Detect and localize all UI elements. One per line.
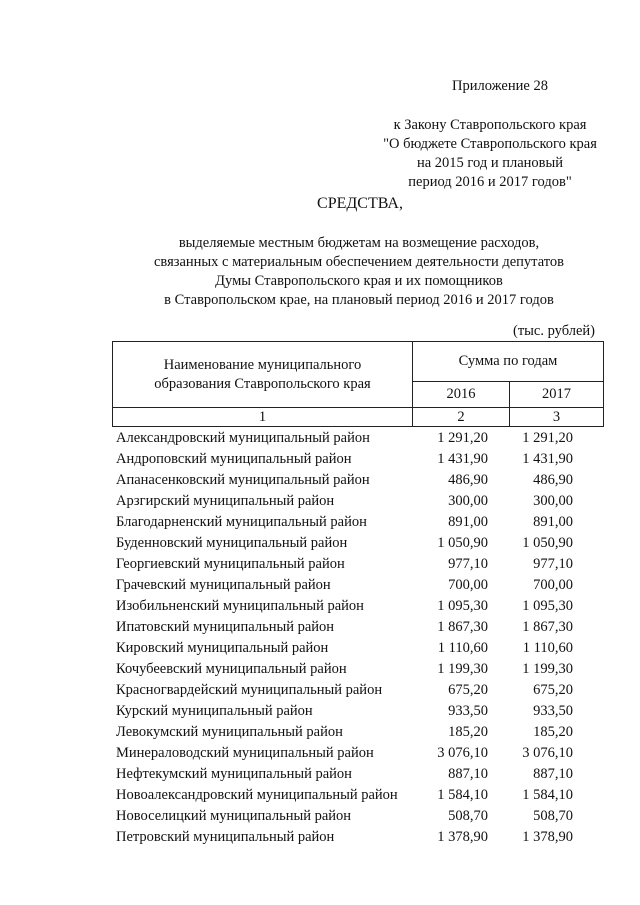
table-row: [112, 722, 604, 743]
table-row: [112, 596, 604, 617]
row-name: Курский муниципальный район: [116, 703, 313, 719]
row-value-2017: 700,00: [533, 577, 573, 593]
table-body: [112, 428, 604, 848]
row-value-2016: 977,10: [448, 556, 488, 572]
row-value-2017: 300,00: [533, 493, 573, 509]
table-row: [112, 533, 604, 554]
row-value-2016: 508,70: [448, 808, 488, 824]
law-line: на 2015 год и плановый: [416, 155, 564, 171]
row-name: Кочубеевский муниципальный район: [116, 661, 347, 677]
table-row: [112, 617, 604, 638]
law-line: "О бюджете Ставропольского края: [383, 136, 597, 152]
column-header-year-2017: 2017: [510, 382, 604, 408]
column-header-sum: Сумма по годам: [413, 342, 604, 382]
description-line: связанных с материальным обеспечением деятельности депутатов: [153, 254, 564, 270]
row-value-2017: 933,50: [533, 703, 573, 719]
table-row: [112, 764, 604, 785]
column-number-3: 3: [510, 408, 604, 427]
row-name: Грачевский муниципальный район: [116, 577, 331, 593]
row-name: Апанасенковский муниципальный район: [116, 472, 370, 488]
row-value-2016: 675,20: [448, 682, 488, 698]
description-line: Думы Ставропольского края и их помощников: [215, 273, 503, 289]
row-name: Александровский муниципальный район: [116, 430, 370, 446]
table-row: [112, 806, 604, 827]
column-header-year-2016: 2016: [413, 382, 510, 408]
row-value-2016: 1 199,30: [437, 661, 488, 677]
row-value-2016: 700,00: [448, 577, 488, 593]
table-row: [112, 680, 604, 701]
row-value-2016: 1 050,90: [437, 535, 488, 551]
law-reference: [370, 116, 610, 192]
row-value-2017: 1 584,10: [522, 787, 573, 803]
description-line: в Ставропольском крае, на плановый период 2016 и 2017 годов: [164, 292, 554, 308]
row-value-2016: 1 378,90: [437, 829, 488, 845]
row-value-2016: 887,10: [448, 766, 488, 782]
table-header: [112, 341, 604, 427]
row-value-2016: 1 095,30: [437, 598, 488, 614]
row-value-2016: 1 584,10: [437, 787, 488, 803]
table-row: [112, 512, 604, 533]
table-row: [112, 638, 604, 659]
row-value-2016: 891,00: [448, 514, 488, 530]
row-value-2017: 1 199,30: [522, 661, 573, 677]
row-value-2016: 1 110,60: [437, 640, 488, 656]
table-row: [112, 743, 604, 764]
column-number-1: 1: [113, 408, 413, 427]
row-value-2016: 1 431,90: [437, 451, 488, 467]
description-line: выделяемые местным бюджетам на возмещение расходов,: [178, 235, 540, 251]
law-line: период 2016 и 2017 годов": [408, 174, 572, 190]
row-value-2017: 1 095,30: [522, 598, 573, 614]
row-value-2017: 675,20: [533, 682, 573, 698]
row-name: Благодарненский муниципальный район: [116, 514, 367, 530]
row-value-2016: 1 867,30: [437, 619, 488, 635]
row-name: Изобильненский муниципальный район: [116, 598, 364, 614]
table-row: [112, 428, 604, 449]
row-value-2017: 3 076,10: [522, 745, 573, 761]
appendix-number: Приложение 28: [452, 78, 548, 94]
table-row: [112, 827, 604, 848]
row-name: Петровский муниципальный район: [116, 829, 335, 845]
table-row: [112, 470, 604, 491]
row-value-2017: 1 867,30: [522, 619, 573, 635]
row-value-2016: 3 076,10: [437, 745, 488, 761]
row-value-2017: 1 378,90: [522, 829, 573, 845]
row-name: Новоселицкий муниципальный район: [116, 808, 352, 824]
row-value-2016: 300,00: [448, 493, 488, 509]
document-description: [120, 234, 598, 310]
table-row: [112, 491, 604, 512]
table-row: [112, 575, 604, 596]
row-value-2017: 977,10: [533, 556, 573, 572]
column-header-name: [113, 342, 413, 408]
law-line: к Закону Ставропольского края: [393, 117, 587, 133]
row-name: Красногвардейский муниципальный район: [116, 682, 383, 698]
row-name: Ипатовский муниципальный район: [116, 619, 335, 635]
row-name: Арзгирский муниципальный район: [116, 493, 335, 509]
table-row: [112, 449, 604, 470]
row-value-2016: 933,50: [448, 703, 488, 719]
row-value-2017: 887,10: [533, 766, 573, 782]
row-name: Нефтекумский муниципальный район: [116, 766, 352, 782]
column-header-name-text: Наименование муниципального образования Ставропольского края: [154, 356, 371, 392]
row-value-2017: 1 050,90: [522, 535, 573, 551]
table-row: [112, 554, 604, 575]
row-value-2017: 486,90: [533, 472, 573, 488]
row-value-2017: 891,00: [533, 514, 573, 530]
document-title: СРЕДСТВА,: [317, 195, 403, 212]
row-value-2016: 1 291,20: [437, 430, 488, 446]
row-name: Кировский муниципальный район: [116, 640, 329, 656]
column-number-2: 2: [413, 408, 510, 427]
row-value-2016: 486,90: [448, 472, 488, 488]
row-name: Георгиевский муниципальный район: [116, 556, 345, 572]
units-label: (тыс. рублей): [513, 323, 595, 339]
table-row: [112, 659, 604, 680]
row-value-2017: 1 431,90: [522, 451, 573, 467]
row-value-2017: 1 291,20: [522, 430, 573, 446]
row-name: Новоалександровский муниципальный район: [116, 787, 398, 803]
row-value-2017: 185,20: [533, 724, 573, 740]
table-row: [112, 701, 604, 722]
row-name: Буденновский муниципальный район: [116, 535, 348, 551]
row-name: Левокумский муниципальный район: [116, 724, 343, 740]
row-name: Андроповский муниципальный район: [116, 451, 352, 467]
row-value-2016: 185,20: [448, 724, 488, 740]
row-name: Минераловодский муниципальный район: [116, 745, 374, 761]
row-value-2017: 508,70: [533, 808, 573, 824]
row-value-2017: 1 110,60: [522, 640, 573, 656]
table-row: [112, 785, 604, 806]
